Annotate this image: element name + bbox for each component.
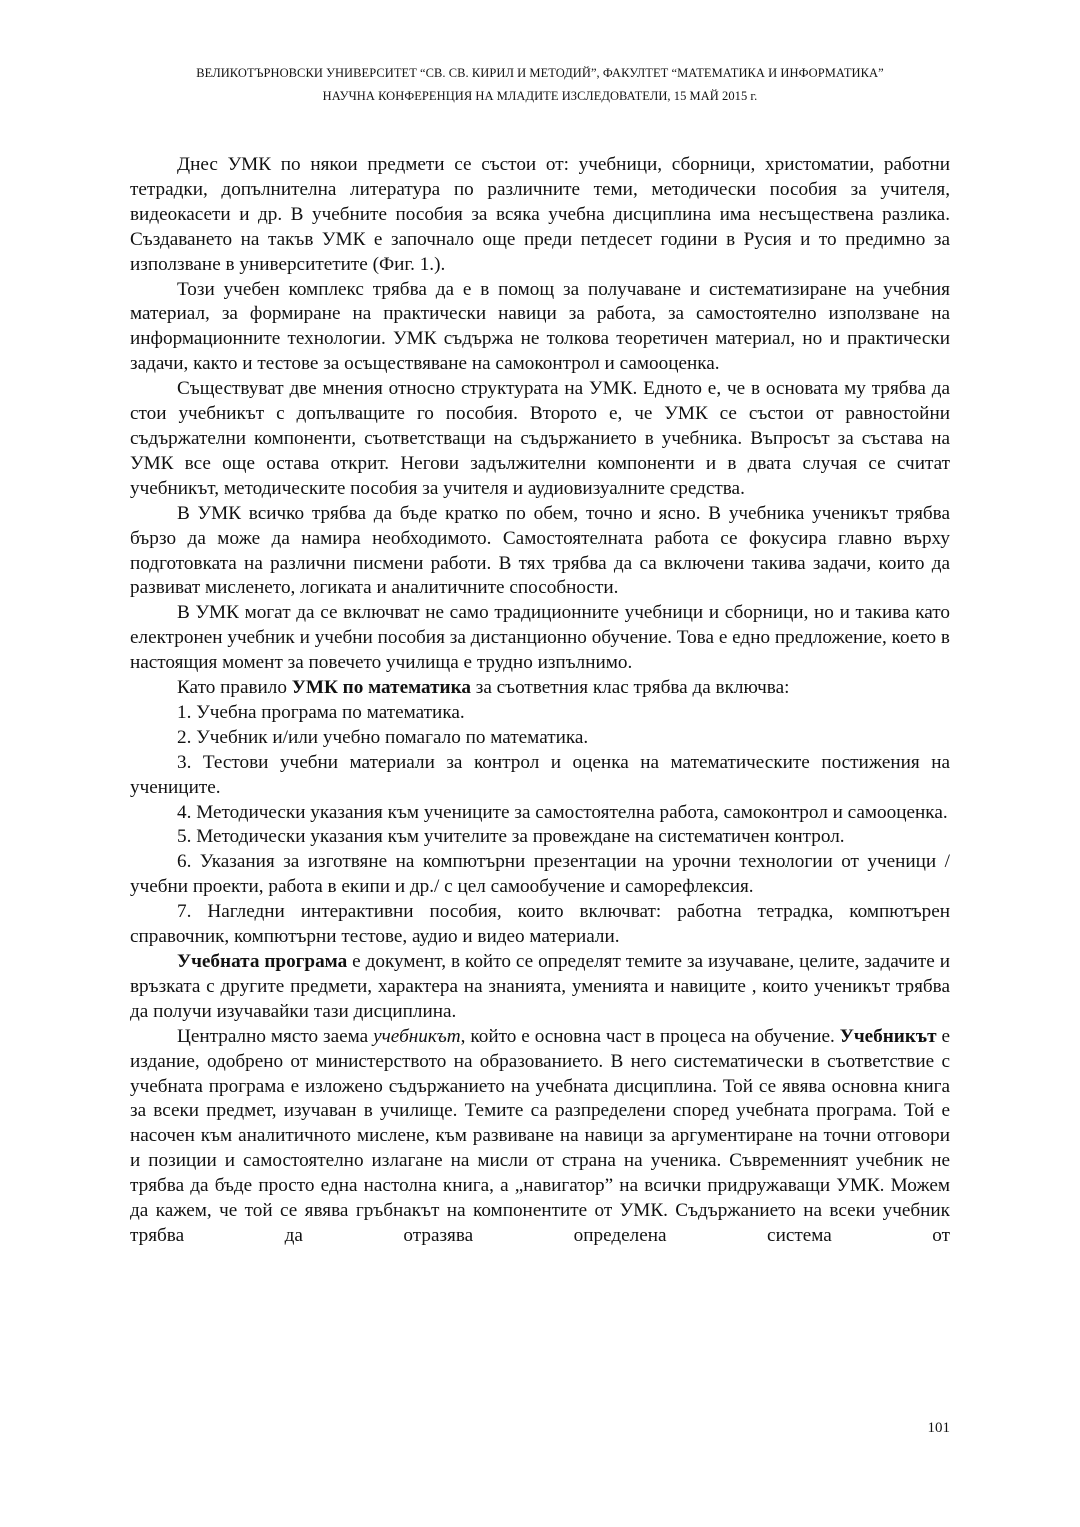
paragraph: В УМК могат да се включват не само традиционните учебници и сборници, но и такива като електронен учебник и учебни пособия за дистанционно обучение. Това е едно предложение, което в настоящия момент за повечето училища е трудно изпълнимо. xyxy=(130,602,950,674)
text-run: е документ, в който се определят темите за изучаване, целите, задачите и връзката с другите предмети, характера на знанията, уменията и навиците , които ученикът трябва да получи изучавайки тази дисциплина. xyxy=(130,951,950,1022)
list-item: 2. Учебник и/или учебно помагало по математика. xyxy=(177,726,589,748)
text-run: е издание, одобрено от министерството на образованието. В него систематически в съответствие с учебната програма е изложено съдържанието на учебната дисциплина. Той се явява основна книга за всеки предмет, изучаван в училище. Темите са разпределени според учебната програма. Той е насочен към аналитичното мислене, към развиване на навици за аргументиране на точни отговори и позиции и самостоятелно излагане на мисли от страна на ученика. Съвременният учебник не трябва да бъде просто една настолна книга, а „навигатор” на всички придружаващи УМК. Можем да кажем, че той се явява гръбнакът на компонентите от УМК. Съдържанието на всеки учебник трябва да отразява определена система от xyxy=(130,1025,950,1246)
paragraph: Днес УМК по някои предмети се състои от: учебници, сборници, христоматии, работни тетрадки, допълнителна литература по различните теми, методически пособия за учителя, видеокасети и др. В учебните пособия за всяка учебна дисциплина има несъществена разлика. Създаването на такъв УМК е започнало още преди петдесет години в Русия и то предимно за използване в университетите (Фиг. 1.). xyxy=(130,154,950,275)
paragraph: Съществуват две мнения относно структурата на УМК. Едното е, че в основата му трябва да стои учебникът с допълващите го пособия. Второто е, че УМК се състои от равностойни съдържателни компоненти, съответстващи на съдържанието в учебника. Въпросът за състава на УМК все още остава открит. Негови задължителни компоненти и в двата случая се считат учебникът, методическите пособия за учителя и аудиовизуалните средства. xyxy=(130,378,950,499)
list-item: 6. Указания за изготвяне на компютърни презентации на урочни технологии от ученици /учебни проекти, работа в екипи и др./ с цел самообучение и саморефлексия. xyxy=(130,851,950,898)
bold-term: Учебникът xyxy=(839,1025,937,1047)
page-number: 101 xyxy=(927,1420,950,1436)
paragraph xyxy=(130,950,950,1025)
text-run: Централно място заема xyxy=(177,1025,374,1047)
list-item: 3. Тестови учебни материали за контрол и оценка на математическите постижения на учениците. xyxy=(130,751,950,798)
paragraph xyxy=(130,676,950,701)
running-header xyxy=(100,62,980,108)
paragraph: В УМК всичко трябва да бъде кратко по обем, точно и ясно. В учебника ученикът трябва бързо да може да намира необходимото. Самостоятелната работа се фокусира главно върху подготовката на различни писмени работи. В тях трябва да са включени такива задачи, които да развиват мисленето, логиката и аналитичните способности. xyxy=(130,502,950,599)
bold-term: Учебната програма xyxy=(177,951,348,972)
paragraph: Този учебен комплекс трябва да е в помощ за получаване и систематизиране на учебния материал, за формиране на практически навици за работа, за самостоятелно използване на информационните технологии. УМК съдържа не толкова теоретичен материал, но и практически задачи, както и тестове за осъществяване на самоконтрол и самооценка. xyxy=(130,278,950,375)
list-item: 7. Нагледни интерактивни пособия, които включват: работна тетрадка, компютърен справочник, компютърни тестове, аудио и видео материали. xyxy=(130,901,950,948)
list-item: 4. Методически указания към учениците за самостоятелна работа, самоконтрол и самооценка. xyxy=(177,801,948,823)
body-text xyxy=(130,153,950,1249)
header-line-conference: НАУЧНА КОНФЕРЕНЦИЯ НА МЛАДИТЕ ИЗСЛЕДОВАТЕЛИ, 15 МАЙ 2015 г. xyxy=(322,89,758,103)
text-run: за съответния клас трябва да включва: xyxy=(470,677,790,699)
text-run: , който е основна част в процеса на обучение. xyxy=(460,1025,840,1047)
bold-term: УМК по математика xyxy=(291,677,471,699)
italic-term: учебникът xyxy=(373,1025,461,1047)
text-run: Като правило xyxy=(177,677,292,699)
paragraph xyxy=(130,1025,950,1249)
header-line-university: ВЕЛИКОТЪРНОВСКИ УНИВЕРСИТЕТ “СВ. СВ. КИРИЛ И МЕТОДИЙ”, ФАКУЛТЕТ “МАТЕМАТИКА И ИНФОРМАТИКА” xyxy=(196,66,884,80)
list-item: 1. Учебна програма по математика. xyxy=(177,701,465,723)
list-item: 5. Методически указания към учителите за провеждане на систематичен контрол. xyxy=(177,826,845,848)
